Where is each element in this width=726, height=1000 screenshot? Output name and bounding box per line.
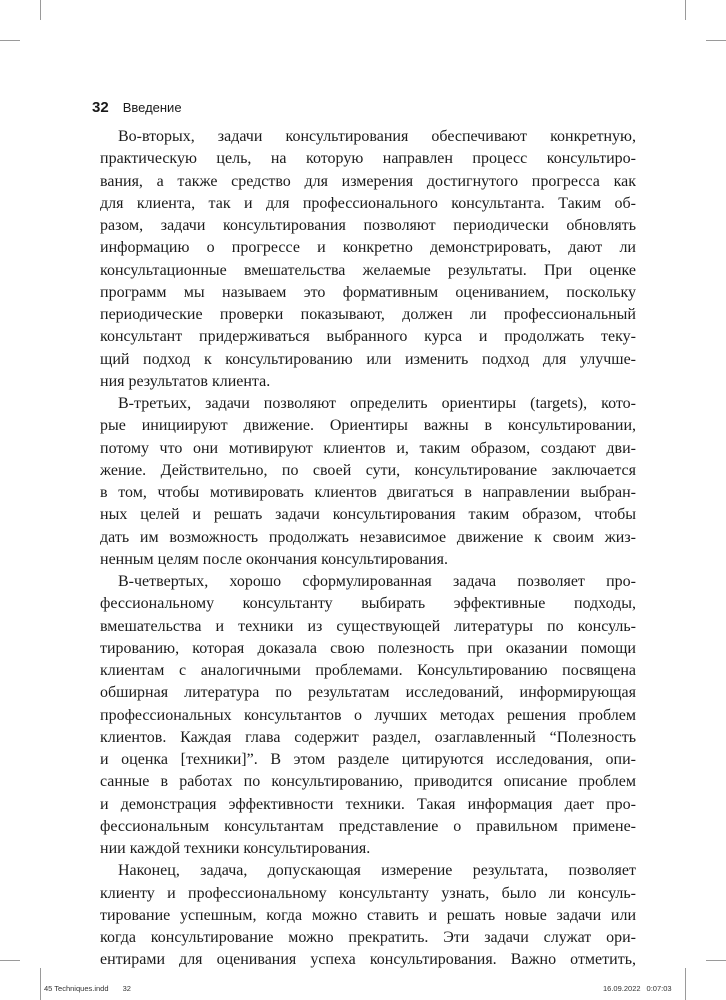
crop-mark-bottom-left <box>40 968 41 1000</box>
text-line: разом, задачи консультирования позволяют периодически обновлять <box>100 217 636 234</box>
text-line: когда консультирование можно прекратить. Эти задачи служат ори- <box>100 929 636 946</box>
slug-left <box>44 984 131 993</box>
slug-right <box>603 984 672 993</box>
text-line: жение. Действительно, по своей сути, консультирование заключается <box>100 461 636 479</box>
text-line: вмешательства и техники из существующей литературы по консуль- <box>100 617 636 635</box>
text-line: В-третьих, задачи позволяют определить ориентиры (targets), кото- <box>118 395 636 412</box>
text-line: ных целей и решать задачи консультирования таким образом, чтобы <box>100 506 636 524</box>
text-line: клиенту и профессиональному консультанту узнать, было ли консуль- <box>100 884 636 902</box>
text-line: вания, а также средство для измерения достигнутого прогресса как <box>100 172 636 190</box>
text-line: В-четвертых, хорошо сформулированная задача позволяет про- <box>118 573 636 590</box>
section-title: Введение <box>122 100 182 115</box>
text-line: в том, чтобы мотивировать клиентов двигаться в направлении выбран- <box>100 484 636 501</box>
text-line: ния результатов клиента. <box>100 372 271 390</box>
text-line: клиентам с аналогичными проблемами. Консультированию посвящена <box>100 662 636 679</box>
crop-mark-left-top <box>0 40 20 41</box>
crop-mark-bottom-right <box>685 968 686 1000</box>
text-line: ненным целям после окончания консультирования. <box>100 550 448 568</box>
text-line: практическую цель, на которую направлен процесс консультиро- <box>100 150 636 168</box>
text-line: периодические проверки показывают, должен ли профессиональный <box>100 306 636 323</box>
text-line: профессиональных консультантов о лучших методах решения проблем <box>100 706 636 724</box>
text-line: консультант придерживаться выбранного курса и продолжать теку- <box>100 328 636 346</box>
running-head <box>92 99 182 119</box>
text-line: тированию, которая доказала свою полезность при оказании помощи <box>100 639 636 657</box>
text-line: клиентов. Каждая глава содержит раздел, озаглавленный “Полезность <box>100 728 636 746</box>
crop-mark-left-bottom <box>0 960 20 961</box>
text-line: фессиональному консультанту выбирать эффективные подходы, <box>100 595 636 613</box>
text-line: ентирами для оценивания успеха консультирования. Важно отметить, <box>100 951 636 969</box>
text-line: тирование успешным, когда можно ставить и решать новые задачи или <box>100 906 636 924</box>
text-line: фессиональным консультантам представление о правильном примене- <box>100 817 636 835</box>
text-line: санные в работах по консультированию, приводится описание проблем <box>100 773 636 791</box>
text-line: обширная литература по результатам исследований, информирующая <box>100 684 636 702</box>
slug-time: 0:07:03 <box>646 984 672 993</box>
text-line: программ мы называем это формативным оцениванием, поскольку <box>100 283 636 301</box>
text-line: консультационные вмешательства желаемые результаты. При оценке <box>100 261 636 279</box>
text-line: для клиента, так и для профессионального консультанта. Таким об- <box>100 194 636 212</box>
text-line: Во-вторых, задачи консультирования обеспечивают конкретную, <box>118 128 636 145</box>
text-line: и оценка [техники]”. В этом разделе цитируются исследования, опи- <box>100 751 636 768</box>
text-line: нии каждой техники консультирования. <box>100 840 371 857</box>
crop-mark-top-right <box>685 0 686 20</box>
body-text <box>100 126 636 972</box>
text-line: и демонстрация эффективности техники. Такая информация дает про- <box>100 795 636 813</box>
crop-mark-right-top <box>706 40 726 41</box>
crop-mark-right-bottom <box>706 960 726 961</box>
slug-date: 16.09.2022 <box>603 984 641 993</box>
page-number: 32 <box>92 99 109 116</box>
crop-mark-top-left <box>40 0 41 20</box>
slug-page: 32 <box>122 984 131 993</box>
text-line: Наконец, задача, допускающая измерение результата, позволяет <box>118 862 636 880</box>
slug-file-name: 45 Techniques.indd <box>44 984 109 993</box>
text-line: информацию о прогрессе и конкретно демонстрировать, дают ли <box>100 239 636 257</box>
text-line: дать им возможность продолжать независимое движение к своим жиз- <box>100 528 636 546</box>
text-line: потому что они мотивируют клиентов и, таким образом, создают дви- <box>100 439 636 457</box>
text-line: щий подход к консультированию или изменить подход для улучше- <box>100 350 636 368</box>
text-line: рые инициируют движение. Ориентиры важны в консультировании, <box>100 417 636 435</box>
